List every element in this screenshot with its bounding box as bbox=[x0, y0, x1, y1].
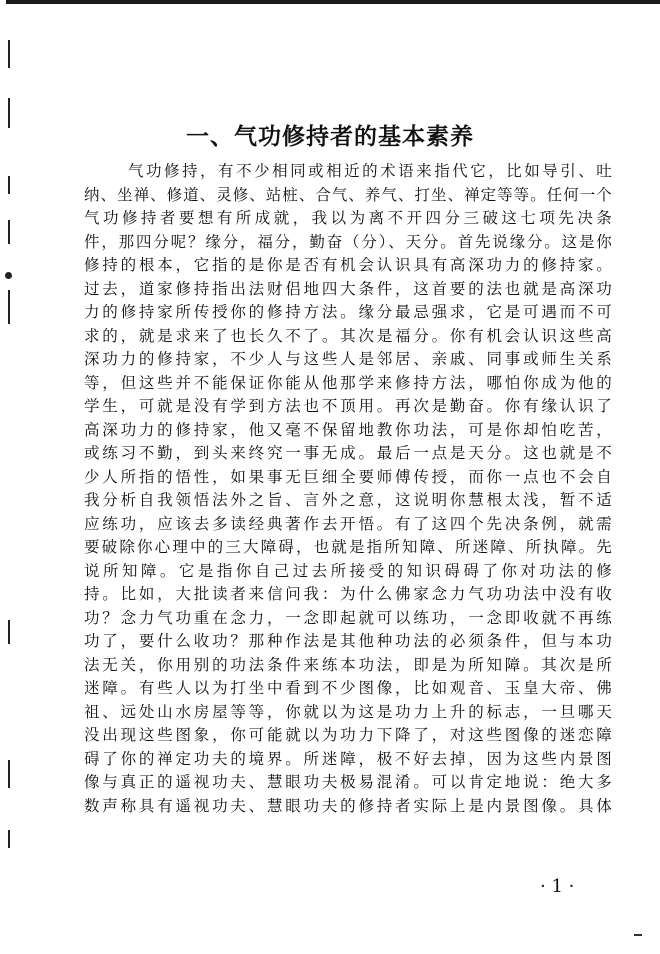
text-line: 过去，道家修持指出法财侣地四大条件，这首要的法也就是高深功 bbox=[84, 279, 612, 298]
text-line: 持。比如，大批读者来信问我：为什么佛家念力气功功法中没有收 bbox=[84, 585, 612, 603]
scan-edge-mark bbox=[8, 40, 10, 68]
text-line: 修持的根本，它指的是你是否有机会认识具有高深功力的修持家。 bbox=[84, 256, 612, 274]
text-line: 没出现这些图象，你可能就以为功力下降了，对这些图像的迷恋障 bbox=[84, 726, 612, 744]
text-line: 功了，要什么收功？那种作法是其他种功法的必须条件，但与本功 bbox=[84, 632, 612, 650]
text-line: 我分析自我领悟法外之旨、言外之意，这说明你慧根太浅，暂不适 bbox=[84, 491, 612, 509]
text-line: 等，但这些并不能保证你能从他那学来修持方法，哪怕你成为他的 bbox=[84, 373, 612, 392]
page-title: 一、气功修持者的基本素养 bbox=[186, 124, 474, 150]
text-line: 说所知障。它是指你自己过去所接受的知识碍碍了你对功法的修 bbox=[84, 561, 612, 580]
scan-edge-mark bbox=[8, 620, 10, 644]
scan-edge-mark bbox=[8, 830, 10, 848]
scan-dot-mark bbox=[5, 272, 12, 279]
text-line: 纳、坐禅、修道、灵修、站桩、合气、养气、打坐、禅定等等。任何一个 bbox=[84, 185, 612, 204]
text-line: 力的修持家所传授你的修持方法。缘分最忌强求，它是可遇而不可 bbox=[84, 303, 612, 321]
page-number: · 1 · bbox=[540, 876, 575, 897]
text-line: 求的，就是求来了也长久不了。其次是福分。你有机会认识这些高 bbox=[84, 326, 612, 345]
text-line: 气功修持者要想有所成就，我以为离不开四分三破这七项先决条 bbox=[84, 209, 612, 227]
top-border-rule bbox=[6, 0, 660, 4]
corner-scan-mark bbox=[634, 934, 642, 936]
text-line: 学生，可就是没有学到方法也不顶用。再次是勤奋。你有缘认识了 bbox=[84, 397, 612, 415]
text-line: 法无关，你用别的功法条件来练本功法，即是为所知障。其次是所 bbox=[84, 655, 612, 674]
text-line: 要破除你心理中的三大障碍，也就是指所知障、所迷障、所执障。先 bbox=[84, 538, 612, 556]
body-text bbox=[84, 160, 612, 818]
text-line: 像与真正的遥视功夫、慧眼功夫极易混淆。可以肯定地说：绝大多 bbox=[84, 773, 612, 791]
text-line: 深功力的修持家，不少人与这些人是邻居、亲戚、同事或师生关系 bbox=[84, 350, 612, 368]
text-line: 或练习不勤，到头来终究一事无成。最后一点是天分。这也就是不 bbox=[84, 444, 612, 462]
text-line: 祖、远处山水房屋等等，你就以为这是功力上升的标志，一旦哪天 bbox=[84, 702, 612, 721]
scan-edge-mark bbox=[8, 220, 10, 244]
scan-edge-mark bbox=[8, 760, 10, 788]
text-line: 应练功，应该去多读经典著作去开悟。有了这四个先决条例，就需 bbox=[84, 514, 612, 533]
text-line: 数声称具有遥视功夫、慧眼功夫的修持者实际上是内景图像。具体 bbox=[84, 796, 612, 815]
text-line: 功？念力气功重在念力，一念即起就可以练功，一念即收就不再练 bbox=[84, 608, 612, 627]
text-line: 气功修持，有不少相同或相近的术语来指代它，比如导引、吐 bbox=[128, 162, 612, 180]
text-line: 高深功力的修持家，他又毫不保留地教你功法，可是你却怕吃苦， bbox=[84, 420, 612, 439]
text-line: 迷障。有些人以为打坐中看到不少图像，比如观音、玉皇大帝、佛 bbox=[84, 679, 612, 697]
scan-edge-mark bbox=[8, 290, 10, 324]
text-line: 件，那四分呢？缘分，福分，勤奋（分）、天分。首先说缘分。这是你 bbox=[84, 232, 612, 251]
text-line: 碍了你的禅定功夫的境界。所迷障，极不好去掉，因为这些内景图 bbox=[84, 749, 612, 768]
scan-edge-mark bbox=[8, 176, 10, 194]
text-line: 少人所指的悟性，如果事无巨细全要师傅传授，而你一点也不会自 bbox=[84, 467, 612, 486]
